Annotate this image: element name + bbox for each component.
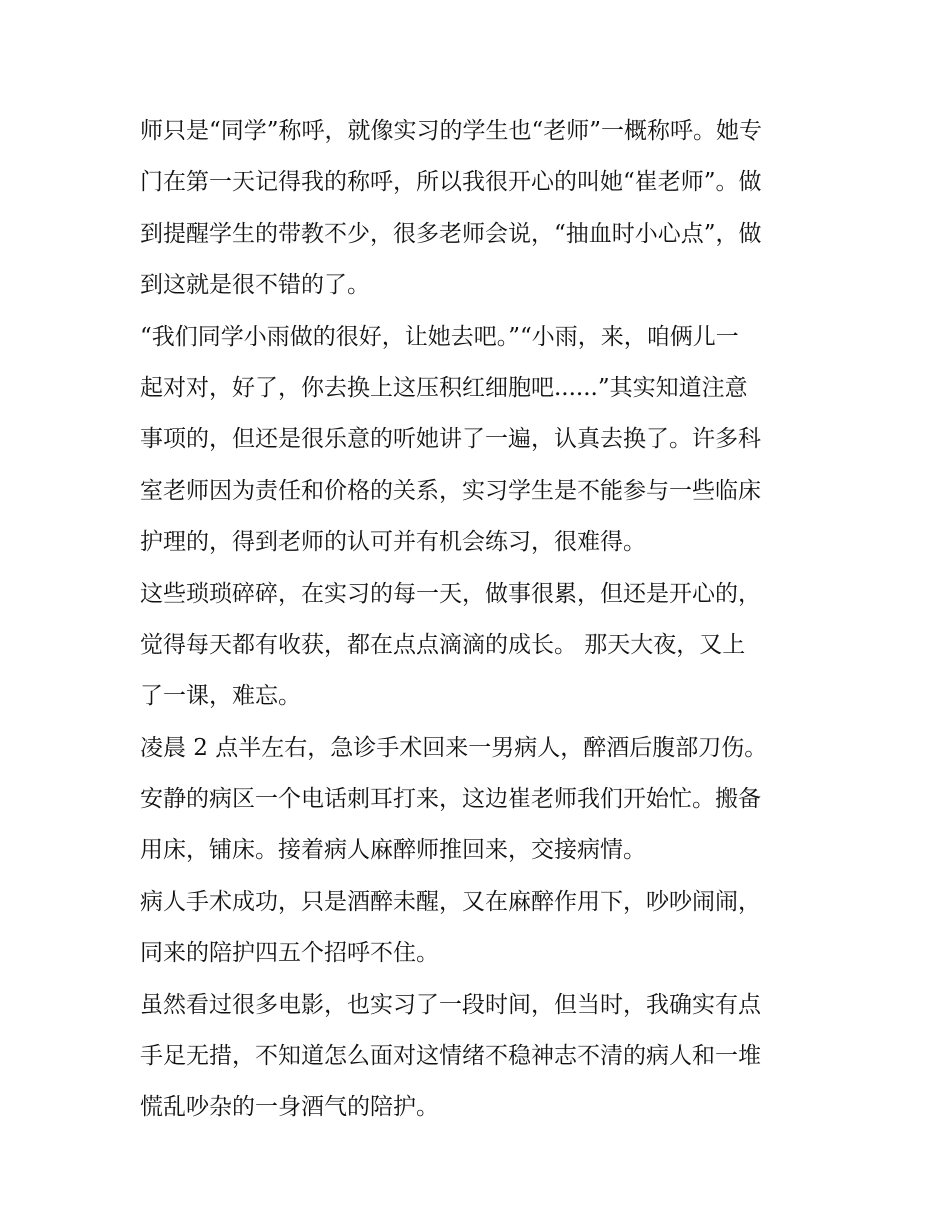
text-line: “我们同学小雨做的很好，让她去吧。”“小雨，来，咱俩儿一 bbox=[140, 323, 739, 350]
text-line: 虽然看过很多电影，也实习了一段时间，但当时，我确实有点 bbox=[140, 991, 761, 1018]
text-line: 师只是“同学”称呼，就像实习的学生也“老师”一概称呼。她专 bbox=[140, 118, 763, 144]
text-line: 同来的陪护四五个招呼不住。 bbox=[140, 940, 439, 967]
text-line: 手足无措，不知道怎么面对这情绪不稳神志不清的病人和一堆 bbox=[140, 1043, 761, 1070]
text-line: 病人手术成功，只是酒醉未醒，又在麻醉作用下，吵吵闹闹， bbox=[140, 888, 761, 915]
text-line: 用床，铺床。接着病人麻醉师推回来，交接病情。 bbox=[140, 837, 646, 864]
text-line: 门在第一天记得我的称呼，所以我很开心的叫她“崔老师”。做 bbox=[140, 169, 762, 196]
text-line: 室老师因为责任和价格的关系，实习学生是不能参与一些临床 bbox=[140, 477, 761, 504]
text-line: 觉得每天都有收获，都在点点滴滴的成长。 那天大夜，又上 bbox=[140, 631, 746, 658]
text-line: 了一课，难忘。 bbox=[140, 683, 301, 710]
text-line: 这些琐琐碎碎，在实习的每一天，做事很累，但还是开心的， bbox=[140, 580, 761, 607]
text-line: 到这就是很不错的了。 bbox=[140, 272, 370, 299]
text-line: 慌乱吵杂的一身酒气的陪护。 bbox=[140, 1094, 439, 1121]
text-line: 安静的病区一个电话刺耳打来，这边崔老师我们开始忙。搬备 bbox=[140, 786, 761, 813]
text-line: 事项的，但还是很乐意的听她讲了一遍，认真去换了。许多科 bbox=[140, 426, 761, 453]
text-line: 护理的，得到老师的认可并有机会练习，很难得。 bbox=[140, 529, 646, 556]
body-text bbox=[140, 106, 830, 1134]
text-line: 到提醒学生的带教不少，很多老师会说，“抽血时小心点”，做 bbox=[140, 220, 762, 247]
text-line: 起对对，好了，你去换上这压积红细胞吧......”其实知道注意 bbox=[140, 374, 748, 401]
text-line: 凌晨 2 点半左右，急诊手术回来一男病人，醉酒后腹部刀伤。 bbox=[140, 734, 768, 761]
